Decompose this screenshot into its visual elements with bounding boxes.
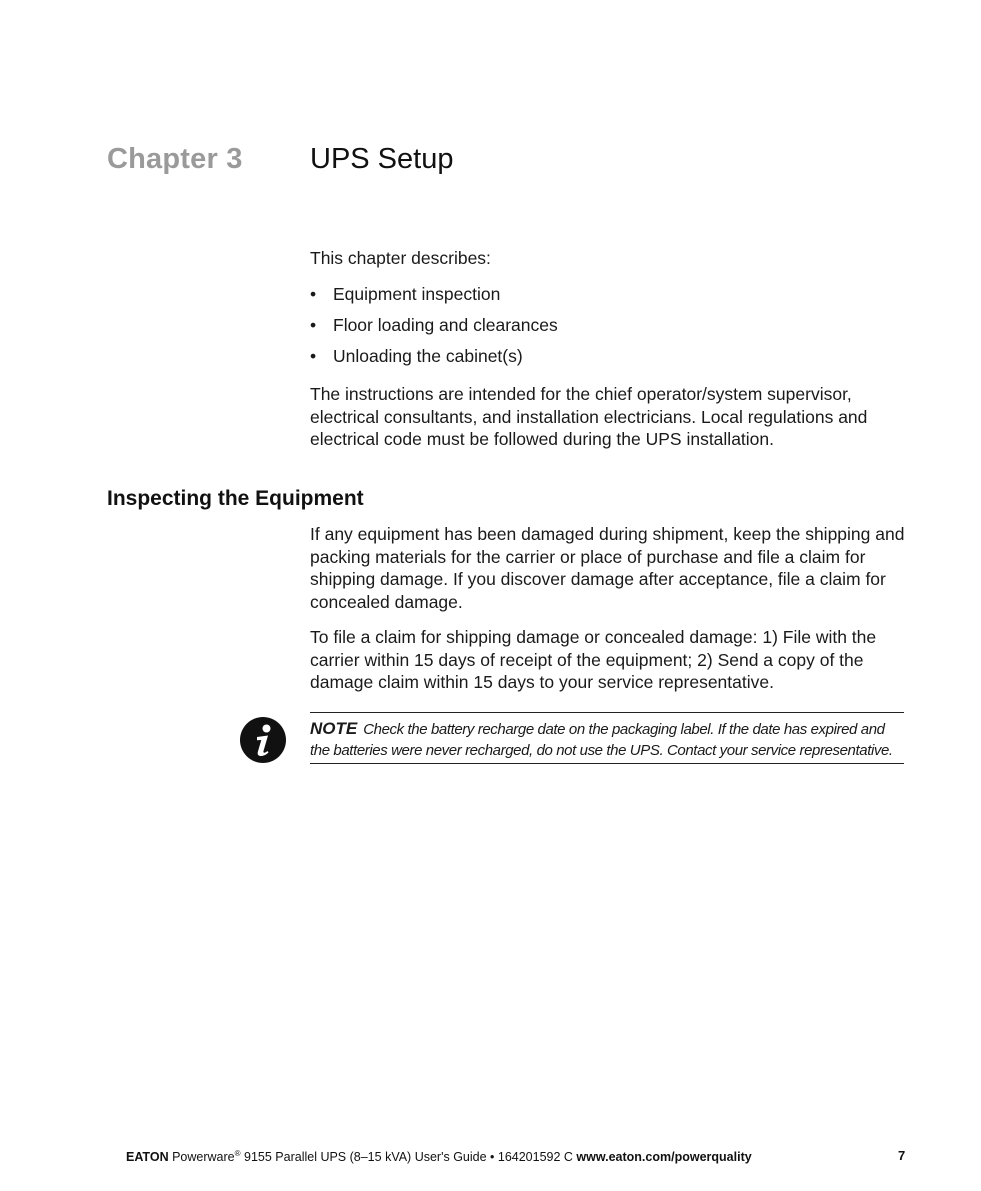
footer <box>126 1149 752 1164</box>
intro-paragraph: The instructions are intended for the chief operator/system supervisor, electrical consultants, and installation electricians. Local regulations and electrical code must be followed during the UPS installation. <box>310 384 868 449</box>
chapter-label: Chapter 3 <box>107 143 243 175</box>
footer-guide: 9155 Parallel UPS (8–15 kVA) User's Guide • 164201592 C <box>240 1150 577 1165</box>
note-label: NOTE <box>310 719 358 738</box>
info-icon <box>239 716 287 764</box>
footer-product: Powerware <box>172 1150 235 1165</box>
intro-lead: This chapter describes: <box>310 248 491 268</box>
note-box <box>310 712 904 764</box>
note-body: Check the battery recharge date on the packaging label. If the date has expired and the batteries were never recharged, do not use the UPS. Contact your service representative. <box>310 721 893 759</box>
footer-brand: EATON <box>126 1150 169 1165</box>
bullet-icon: • <box>310 284 317 304</box>
section-paragraph-2: To file a claim for shipping damage or concealed damage: 1) File with the carrier within 15 days of receipt of the equipment; 2) Send a copy of the damage claim within 15 days to your service representative. <box>310 627 877 692</box>
chapter-title: UPS Setup <box>310 143 454 175</box>
bullet-icon: • <box>310 315 317 335</box>
topic-list <box>310 283 910 376</box>
list-item: • Floor loading and clearances <box>310 315 558 335</box>
footer-url: www.eaton.com/powerquality <box>576 1150 752 1165</box>
page-number: 7 <box>898 1148 906 1163</box>
section-paragraph-1: If any equipment has been damaged during shipment, keep the shipping and packing materials for the carrier or place of purchase and file a claim for shipping damage. If you discover damage after acceptance, file a claim for concealed damage. <box>310 524 905 612</box>
list-item: • Unloading the cabinet(s) <box>310 346 523 366</box>
note-text <box>310 718 904 761</box>
registered-mark: ® <box>234 1149 241 1158</box>
bullet-icon: • <box>310 346 317 366</box>
section-heading: Inspecting the Equipment <box>107 487 364 510</box>
list-item: • Equipment inspection <box>310 284 501 304</box>
